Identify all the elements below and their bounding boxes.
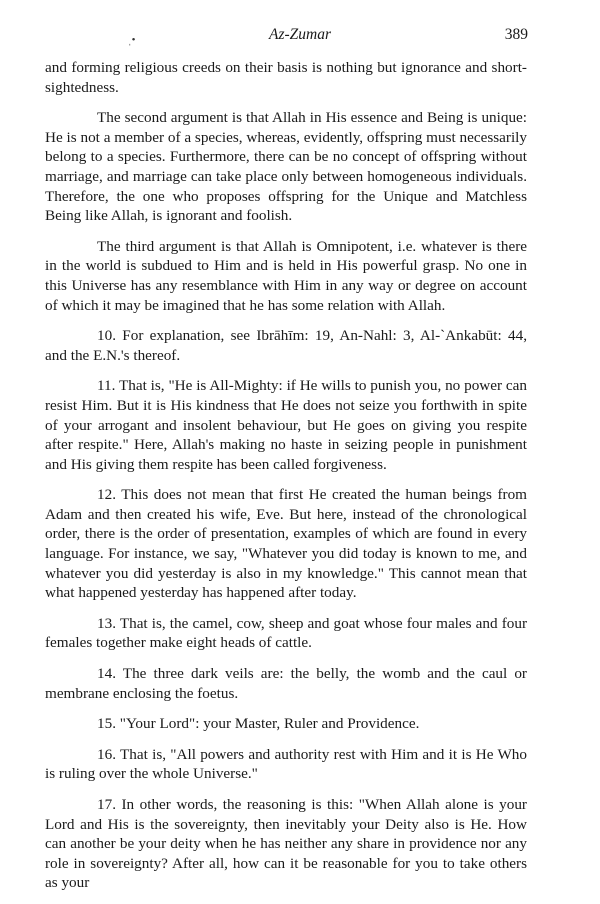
paragraph-continuation: and forming religious creeds on their basis is nothing but ignorance and short-sightedness. — [45, 59, 527, 96]
note-10: 10. For explanation, see Ibrāhīm: 19, An-Nahl: 3, Al-`Ankabūt: 44, and the E.N.'s thereof. — [45, 327, 527, 364]
note-16: 16. That is, "All powers and authority rest with Him and it is He Who is ruling over the whole Universe." — [45, 745, 527, 783]
paragraph-third-argument: The third argument is that Allah is Omnipotent, i.e. whatever is there in the world is subdued to Him and is held in His powerful grasp. No one in this Universe has any resemblance with Him in any way or degree on account of which it may be imagined that he has some relation with Allah. — [45, 237, 527, 314]
scan-mark: ˌ• — [128, 34, 136, 46]
note-14: 14. The three dark veils are: the belly, the womb and the caul or membrane enclosing the foetus. — [45, 665, 527, 702]
page-header — [0, 22, 600, 44]
paragraph-second-argument: The second argument is that Allah in His essence and Being is unique: He is not a member of a species, whereas, evidently, offspring must necessarily belong to a species. Furthermore, there can be no concept of offspring without marriage, and marriage can take place only between homogeneous individuals. Therefore, the one who proposes offspring for the Unique and Matchless Being like Allah, is ignorant and foolish. — [45, 109, 527, 225]
page-body — [45, 58, 527, 904]
note-13: 13. That is, the camel, cow, sheep and goat whose four males and four females together make eight heads of cattle. — [45, 614, 527, 652]
note-15: 15. "Your Lord": your Master, Ruler and Providence. — [97, 715, 420, 733]
running-title: Az-Zumar — [268, 26, 331, 43]
note-17: 17. In other words, the reasoning is this: "When Allah alone is your Lord and His is the sovereignty, then inevitably your Deity also is He. How can another be your deity when he has neither any share in providence nor any role in sovereignty? After all, how can it be reasonable for you to take others as your — [45, 796, 527, 892]
note-11: 11. That is, "He is All-Mighty: if He wills to punish you, no power can resist Him. But it is His kindness that He does not seize you forthwith in spite of your arrogant and insolent behaviour, but He goes on giving you respite after respite." Here, Allah's making no haste in seizing people in punishment and His giving them respite has been called forgiveness. — [45, 377, 527, 473]
page-number: 389 — [504, 26, 528, 43]
note-12: 12. This does not mean that first He created the human beings from Adam and then created his wife, Eve. But here, instead of the chronological order, there is the order of presentation, examples of which are found in every language. For instance, we say, "Whatever you did today is known to me, and whatever you did yesterday is also in my knowledge." This cannot mean that what happened yesterday has happened after today. — [45, 486, 527, 602]
